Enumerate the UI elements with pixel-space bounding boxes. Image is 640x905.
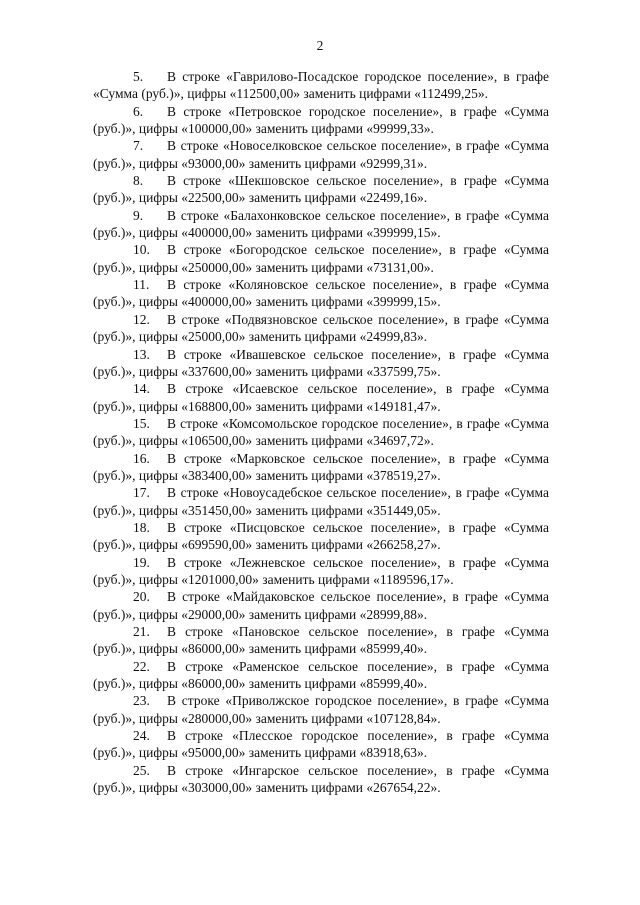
item-text: В строке «Исаевское сельское поселение», в графе «Сумма (руб.)», цифры «168800,00» заменить цифрами «149181,47». xyxy=(93,381,549,414)
list-item xyxy=(93,658,549,693)
item-number: 16. xyxy=(133,450,150,466)
item-text: В строке «Гаврилово-Посадское городское поселение», в графе «Сумма (руб.)», цифры «112500,00» заменить цифрами «112499,25». xyxy=(93,69,549,102)
item-number: 8. xyxy=(133,173,144,189)
item-number: 17. xyxy=(133,485,150,501)
item-text: В строке «Балахонковское сельское поселение», в графе «Сумма (руб.)», цифры «400000,00» заменить цифрами «399999,15». xyxy=(93,207,549,241)
list-item xyxy=(93,415,549,450)
item-number: 13. xyxy=(133,346,150,362)
list-item xyxy=(93,519,549,554)
item-text: В строке «Майдаковское сельское поселение», в графе «Сумма (руб.)», цифры «29000,00» заменить цифрами «28999,88». xyxy=(93,589,549,622)
item-text: В строке «Новоселковское сельское поселение», в графе «Сумма (руб.)», цифры «93000,00» заменить цифрами «92999,31». xyxy=(93,138,549,171)
list-item xyxy=(93,692,549,727)
document-body xyxy=(93,68,549,796)
item-text: В строке «Богородское сельское поселение», в графе «Сумма (руб.)», цифры «250000,00» заменить цифрами «73131,00». xyxy=(93,242,549,275)
list-item xyxy=(93,623,549,658)
item-text: В строке «Плесское городское поселение», в графе «Сумма (руб.)», цифры «95000,00» заменить цифрами «83918,63». xyxy=(93,728,549,761)
list-item xyxy=(93,588,549,623)
list-item xyxy=(93,172,549,207)
item-number: 21. xyxy=(133,624,150,639)
list-item xyxy=(93,207,549,242)
item-text: В строке «Петровское городское поселение», в графе «Сумма (руб.)», цифры «100000,00» заменить цифрами «99999,33». xyxy=(93,103,549,137)
item-number: 14. xyxy=(133,381,150,397)
item-number: 19. xyxy=(133,554,150,570)
list-item xyxy=(93,103,549,138)
list-item xyxy=(93,762,549,797)
list-item xyxy=(93,311,549,346)
item-text: В строке «Ивашевское сельское поселение», в графе «Сумма (руб.)», цифры «337600,00» заменить цифрами «337599,75». xyxy=(93,346,549,379)
list-item xyxy=(93,68,549,103)
item-number: 10. xyxy=(133,242,150,258)
list-item xyxy=(93,137,549,172)
item-text: В строке «Марковское сельское поселение», в графе «Сумма (руб.)», цифры «383400,00» заменить цифрами «378519,27». xyxy=(93,450,549,483)
list-item xyxy=(93,346,549,381)
item-number: 5. xyxy=(133,69,144,84)
list-item xyxy=(93,484,549,519)
item-number: 9. xyxy=(133,207,144,223)
item-text: В строке «Коляновское сельское поселение», в графе «Сумма (руб.)», цифры «400000,00» заменить цифрами «399999,15». xyxy=(93,277,549,310)
item-text: В строке «Ингарское сельское поселение», в графе «Сумма (руб.)», цифры «303000,00» заменить цифрами «267654,22». xyxy=(93,762,549,796)
item-text: В строке «Новоусадебское сельское поселение», в графе «Сумма (руб.)», цифры «351450,00» заменить цифрами «351449,05». xyxy=(93,485,549,518)
item-text: В строке «Приволжское городское поселение», в графе «Сумма (руб.)», цифры «280000,00» заменить цифрами «107128,84». xyxy=(93,693,549,726)
item-text: В строке «Раменское сельское поселение», в графе «Сумма (руб.)», цифры «86000,00» заменить цифрами «85999,40». xyxy=(93,658,549,692)
item-number: 24. xyxy=(133,728,150,744)
item-text: В строке «Комсомольское городское поселение», в графе «Сумма (руб.)», цифры «106500,00» заменить цифрами «34697,72». xyxy=(93,415,549,449)
item-number: 20. xyxy=(133,589,150,605)
item-number: 12. xyxy=(133,311,150,327)
item-text: В строке «Шекшовское сельское поселение», в графе «Сумма (руб.)», цифры «22500,00» заменить цифрами «22499,16». xyxy=(93,173,549,206)
item-text: В строке «Пановское сельское поселение», в графе «Сумма (руб.)», цифры «86000,00» заменить цифрами «85999,40». xyxy=(93,624,549,657)
item-number: 18. xyxy=(133,519,150,535)
list-item xyxy=(93,276,549,311)
item-text: В строке «Подвязновское сельское поселение», в графе «Сумма (руб.)», цифры «25000,00» заменить цифрами «24999,83». xyxy=(93,311,549,345)
list-item xyxy=(93,554,549,589)
item-number: 22. xyxy=(133,658,150,674)
list-item xyxy=(93,727,549,762)
list-item xyxy=(93,450,549,485)
item-text: В строке «Лежневское сельское поселение», в графе «Сумма (руб.)», цифры «1201000,00» заменить цифрами «1189596,17». xyxy=(93,554,549,587)
page-number: 2 xyxy=(316,38,324,53)
item-number: 11. xyxy=(133,277,150,293)
item-number: 23. xyxy=(133,693,150,709)
item-number: 15. xyxy=(133,415,150,431)
list-item xyxy=(93,380,549,415)
item-number: 25. xyxy=(133,762,150,778)
item-number: 7. xyxy=(133,138,144,154)
list-item xyxy=(93,241,549,276)
item-number: 6. xyxy=(133,103,144,119)
item-text: В строке «Писцовское сельское поселение», в графе «Сумма (руб.)», цифры «699590,00» заменить цифрами «266258,27». xyxy=(93,519,549,553)
